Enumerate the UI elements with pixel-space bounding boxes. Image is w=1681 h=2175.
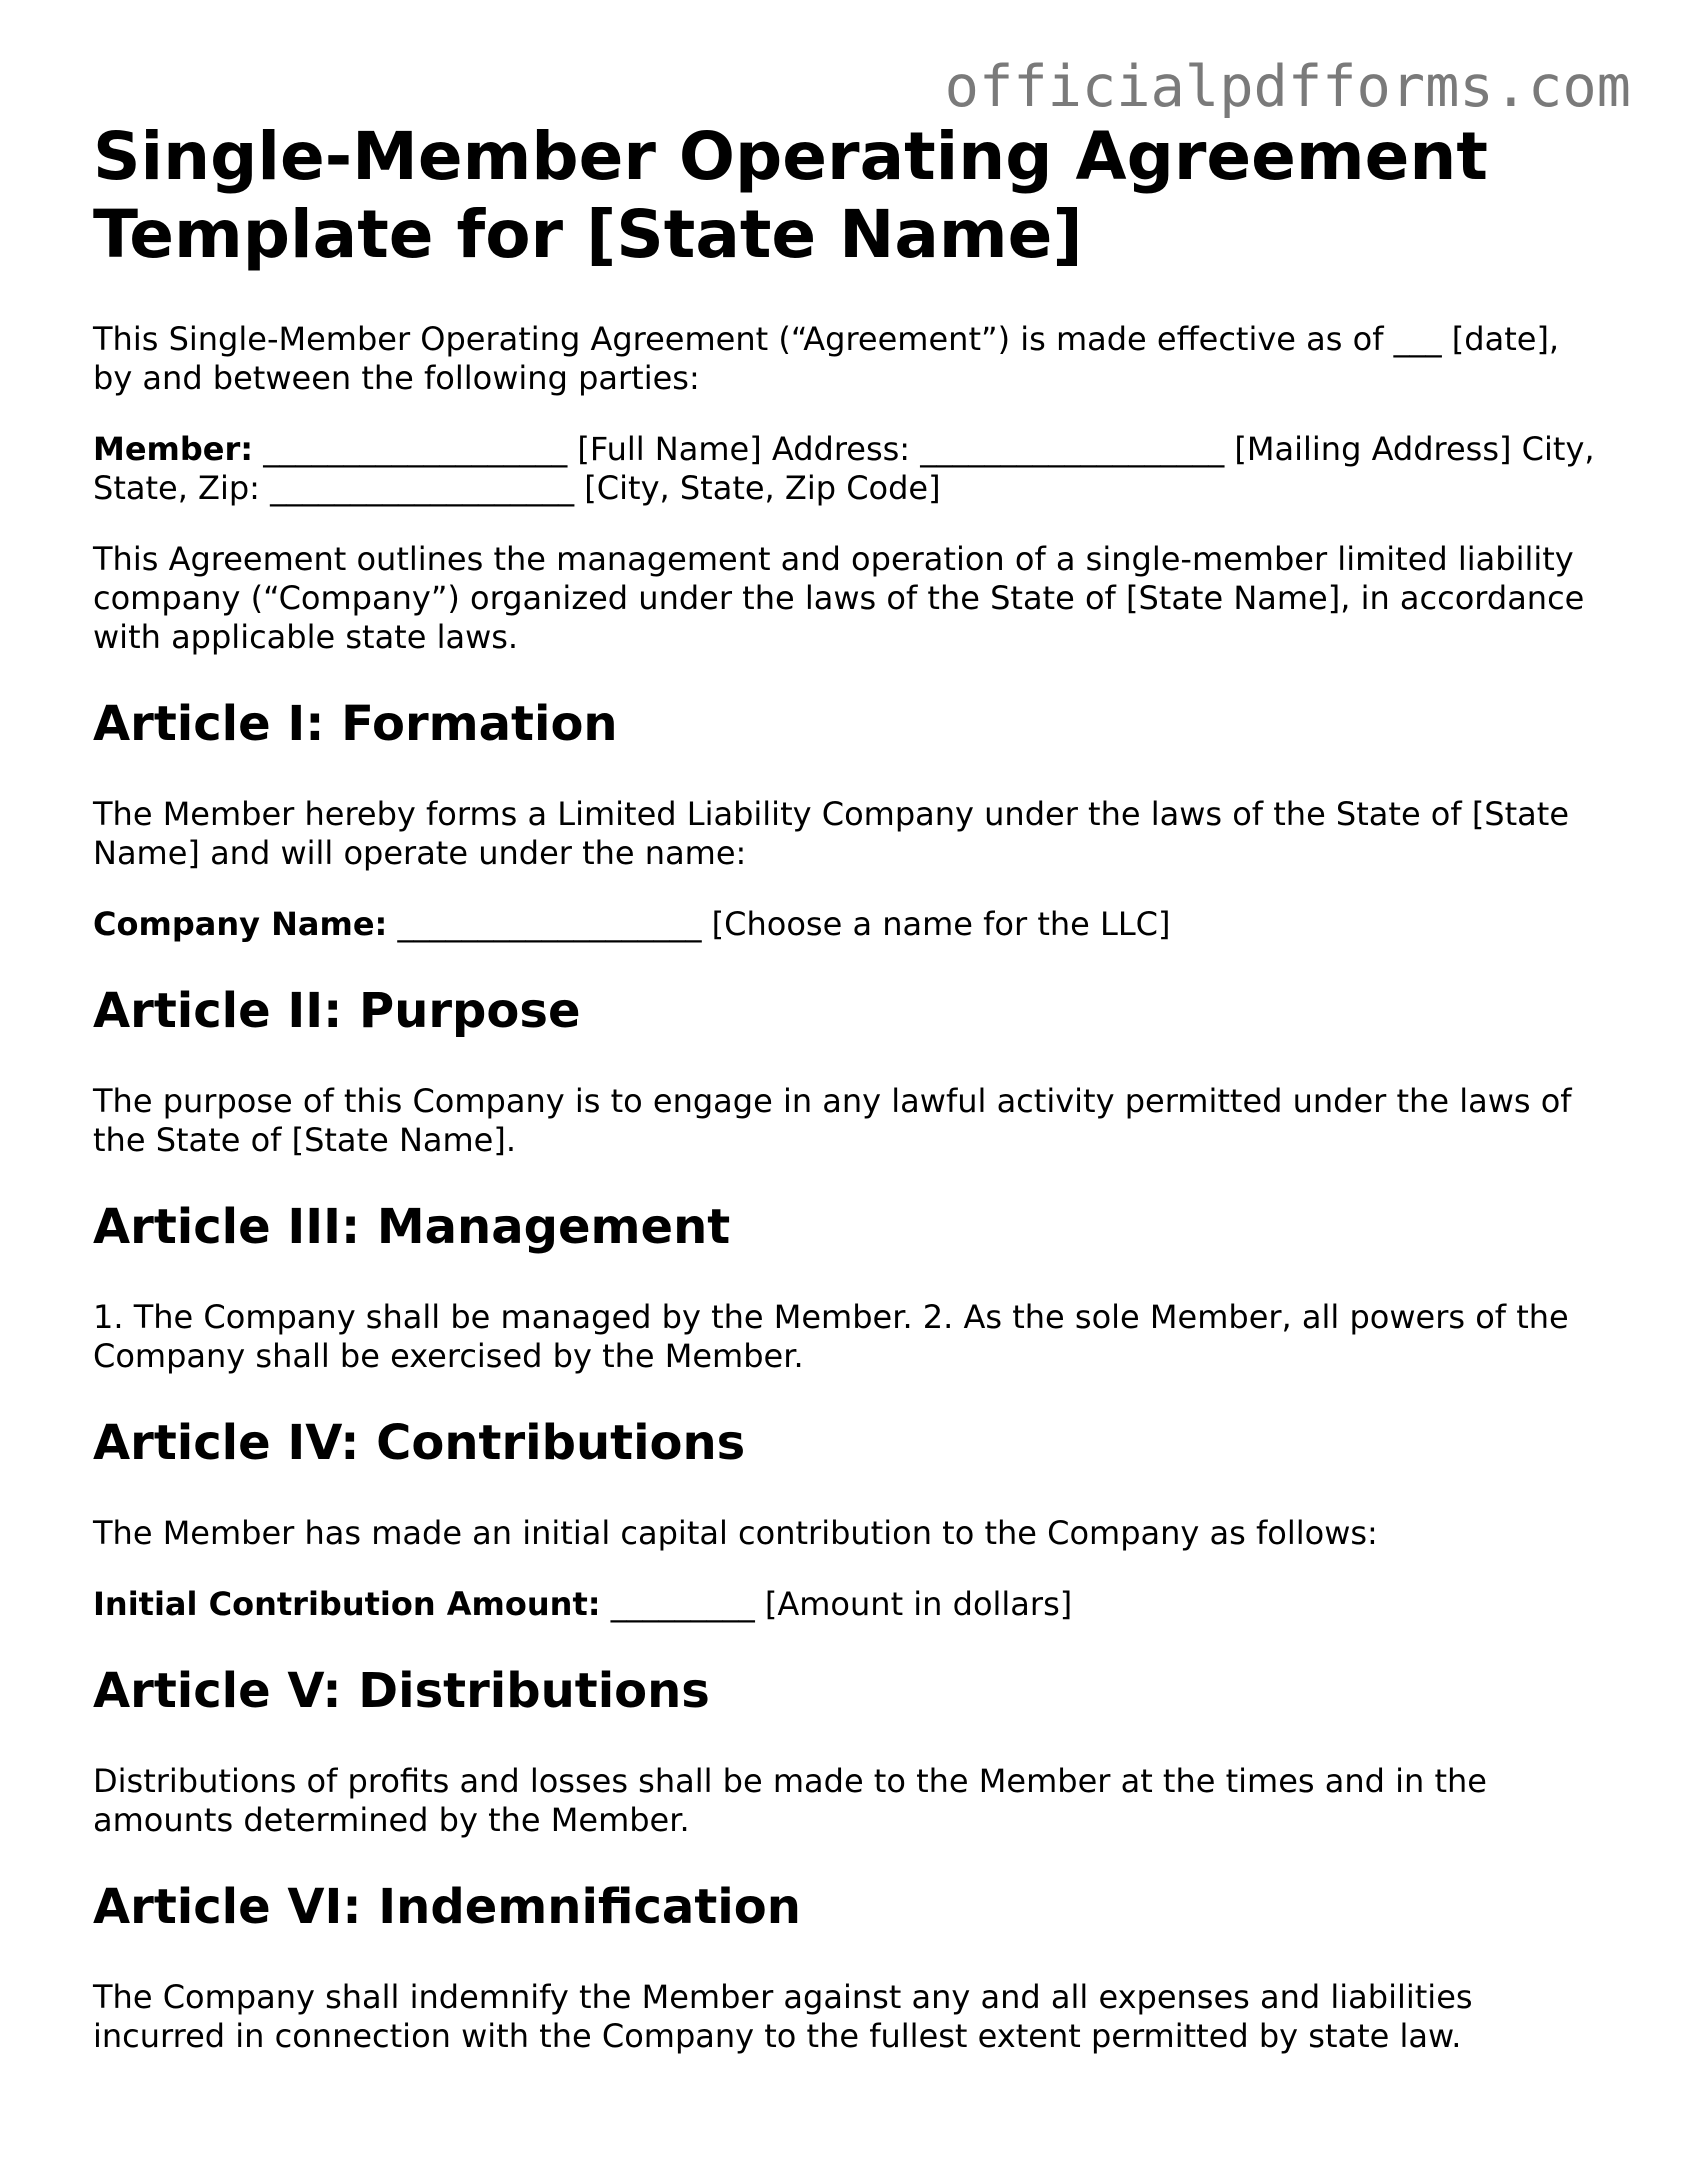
article-4-heading: Article IV: Contributions <box>93 1415 746 1471</box>
site-watermark: officialpdfforms.com <box>944 54 1631 120</box>
contribution-amount-blank: _________ [Amount in dollars] <box>600 1585 1073 1623</box>
article-5-heading: Article V: Distributions <box>93 1663 710 1719</box>
article-3-heading: Article III: Management <box>93 1199 731 1255</box>
article-1-body: The Member hereby forms a Limited Liability Company under the laws of the State of [State Name] and will operate under the name: <box>93 795 1569 872</box>
article-3-body: 1. The Company shall be managed by the Member. 2. As the sole Member, all powers of the Company shall be exercised by the Member. <box>93 1298 1569 1375</box>
document-page <box>93 118 1603 2088</box>
article-6-body: The Company shall indemnify the Member against any and all expenses and liabilities incurred in connection with the Company to the fullest extent permitted by state law. <box>93 1978 1473 2055</box>
document-title: Single-Member Operating Agreement Template for [State Name] <box>93 118 1488 273</box>
member-label: Member: <box>93 430 254 468</box>
contribution-amount-field <box>93 1585 1603 1624</box>
member-fields: ___________________ [Full Name] Address: ___________________ [Mailing Address] City, State, Zip: ___________________ [City, State, Zip Code] <box>93 430 1595 507</box>
article-1-heading: Article I: Formation <box>93 696 618 752</box>
article-4-body: The Member has made an initial capital contribution to the Company as follows: <box>93 1514 1378 1552</box>
member-info <box>93 430 1603 508</box>
intro-paragraph: This Single-Member Operating Agreement (“Agreement”) is made effective as of ___ [date], by and between the following parties: <box>93 320 1560 397</box>
company-name-blank: ___________________ [Choose a name for the LLC] <box>387 905 1171 943</box>
article-6-heading: Article VI: Indemnification <box>93 1879 801 1935</box>
article-5-body: Distributions of profits and losses shall be made to the Member at the times and in the amounts determined by the Member. <box>93 1762 1487 1839</box>
company-name-field <box>93 905 1603 944</box>
article-2-body: The purpose of this Company is to engage in any lawful activity permitted under the laws of the State of [State Name]. <box>93 1082 1572 1159</box>
article-2-heading: Article II: Purpose <box>93 983 581 1039</box>
contribution-amount-label: Initial Contribution Amount: <box>93 1585 601 1623</box>
company-name-label: Company Name: <box>93 905 388 943</box>
overview-paragraph: This Agreement outlines the management and operation of a single-member limited liability company (“Company”) organized under the laws of the State of [State Name], in accordance with applicable state laws. <box>93 540 1585 656</box>
